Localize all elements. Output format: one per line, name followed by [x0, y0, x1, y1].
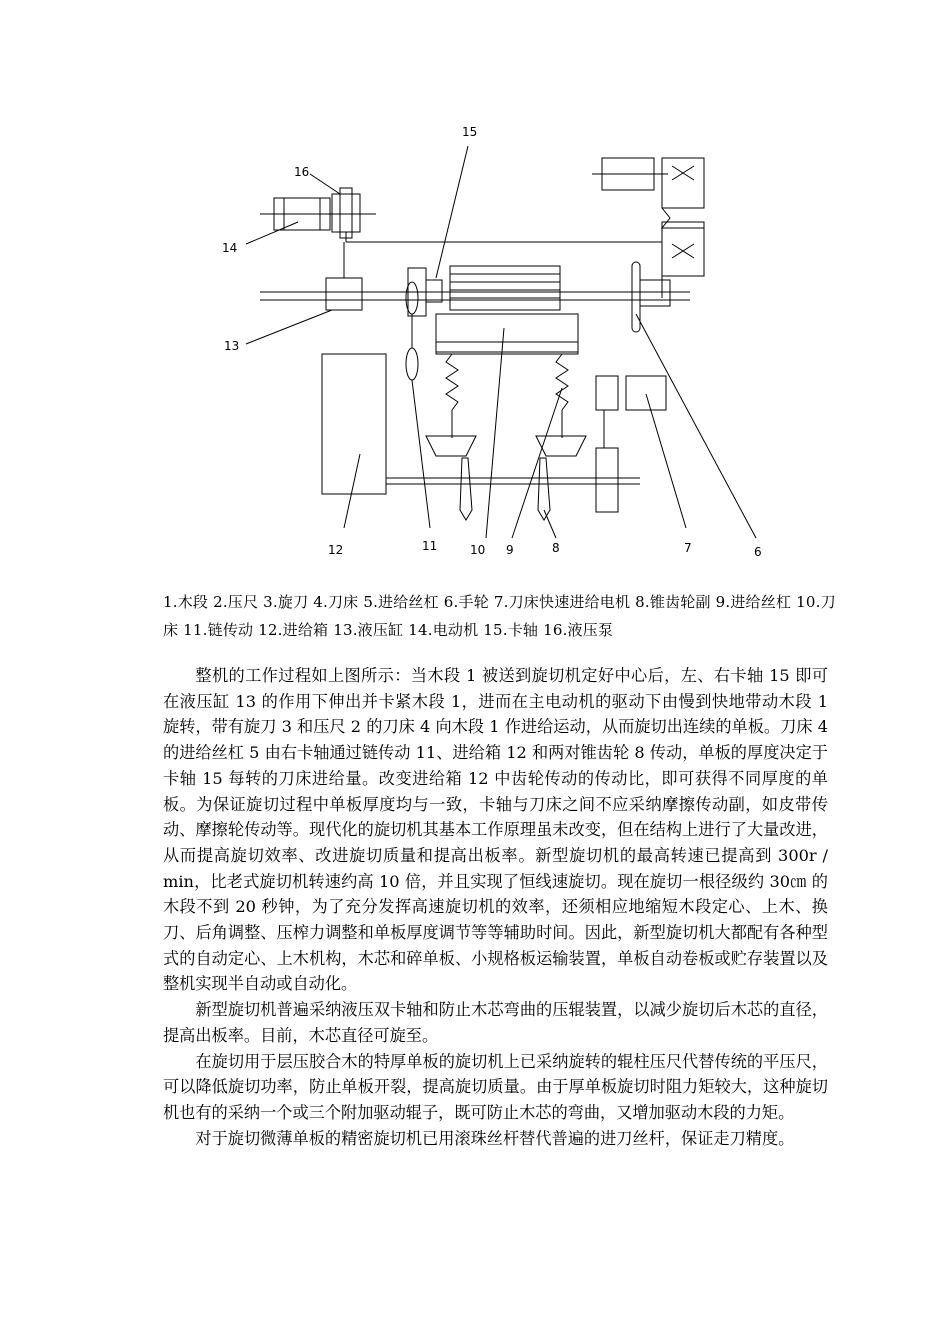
- motor-7: [596, 376, 666, 512]
- body-text: [163, 663, 828, 1151]
- label-11: 11: [422, 539, 438, 553]
- top-right-motor: [592, 158, 704, 276]
- label-14: 14: [222, 241, 238, 255]
- paragraph: 在旋切用于层压胶合木的特厚单板的旋切机上已采纳旋转的辊柱压尺代替传统的平压尺，可以降低旋切功率，防止单板开裂，提高旋切质量。由于厚单板旋切时阻力矩较大，这种旋切机也有的采纳一个或三个附加驱动辊子，既可防止木芯的弯曲，又增加驱动木段的力矩。: [163, 1051, 828, 1122]
- label-16: 16: [294, 165, 310, 179]
- figure-caption: 1.木段 2.压尺 3.旋刀 4.刀床 5.进给丝杠 6.手轮 7.刀床快速进给电机 8.锥齿轮副 9.进给丝杠 10.刀床 11.链传动 12.进给箱 13.液压缸 14.电动机 15.卡轴 16.液压泵: [163, 593, 836, 639]
- label-9: 9: [506, 543, 514, 557]
- label-8: 8: [552, 541, 560, 555]
- label-10: 10: [470, 543, 486, 557]
- motor-14: [260, 198, 376, 230]
- label-13: 13: [224, 339, 240, 353]
- label-6: 6: [754, 545, 762, 559]
- label-12: 12: [328, 543, 344, 557]
- wood-log: [436, 266, 578, 354]
- main-spindle: [260, 242, 690, 332]
- lathe-schematic-diagram: [200, 118, 762, 563]
- label-15: 15: [462, 125, 478, 139]
- label-7: 7: [684, 541, 692, 555]
- feed-box-12: [322, 354, 640, 494]
- paragraph: 新型旋切机普遍采纳液压双卡轴和防止木芯弯曲的压辊装置，以减少旋切后木芯的直径，提高出板率。目前，木芯直径可旋至。: [163, 1000, 828, 1045]
- paragraph: 对于旋切微薄单板的精密旋切机已用滚珠丝杆替代普遍的进刀丝杆，保证走刀精度。: [195, 1128, 795, 1148]
- paragraph: 整机的工作过程如上图所示：当木段 1 被送到旋切机定好中心后，左、右卡轴 15 即可在液压缸 13 的作用下伸出并卡紧木段 1，进而在主电动机的驱动下由慢到快地带动木段 1 旋转，带有旋刀 3 和压尺 2 的刀床 4 向木段 1 作进给运动，从而旋切出连续的单板。刀床 4 的进给丝杠 5 由右卡轴通过链传动 11、进给箱 12 和两对锥齿轮 8 传动，单板的厚度决定于卡轴 15 每转的刀床进给量。改变进给箱 12 中齿轮传动的传动比，即可获得不同厚度的单板。为保证旋切过程中单板厚度均与一致，卡轴与刀床之间不应采纳摩擦传动副，如皮带传动、摩擦轮传动等。现代化的旋切机其基本工作原理虽未改变，但在结构上进行了大量改进，从而提高旋切效率、改进旋切质量和提高出板率。新型旋切机的最高转速已提高到 300r / min，比老式旋切机转速约高 10 倍，并且实现了恒线速旋切。现在旋切一根径级约 30㎝ 的木段不到 20 秒钟，为了充分发挥高速旋切机的效率，还须相应地缩短木段定心、上木、换刀、后角调整、压榨力调整和单板厚度调节等等辅助时间。因此，新型旋切机大都配有各种型式的自动定心、上木机构，木芯和碎单板、小规格板运输装置，单板自动卷板或贮存装置以及整机实现半自动或自动化。: [163, 666, 828, 994]
